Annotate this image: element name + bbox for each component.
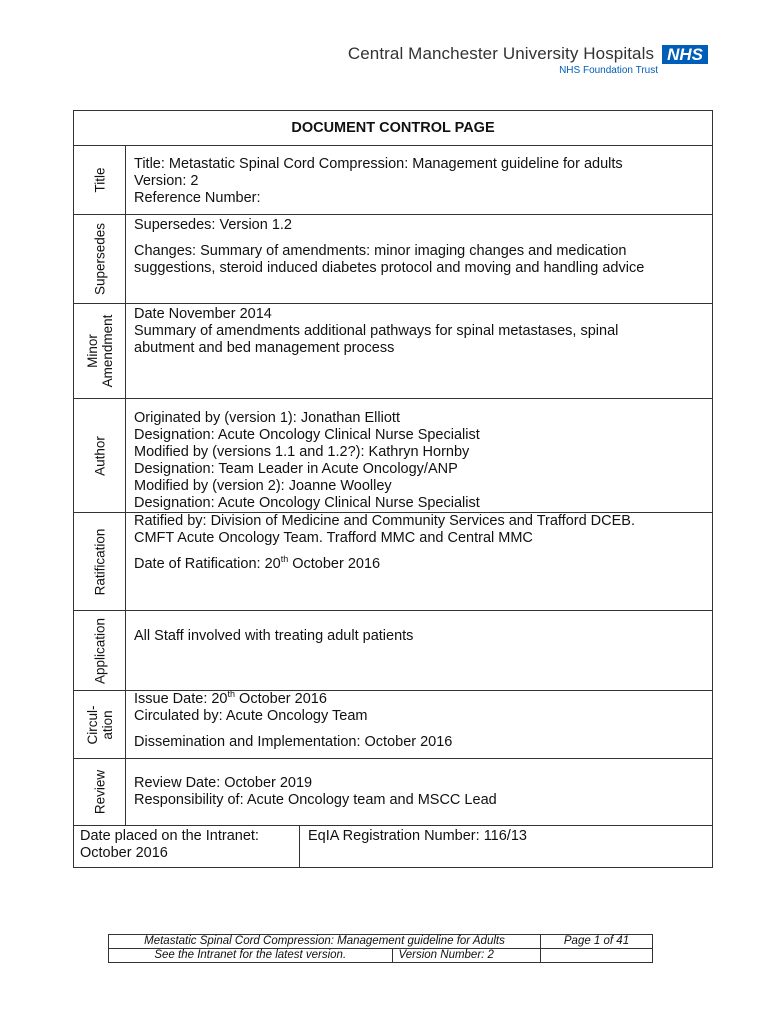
section-review-content: Review Date: October 2019 Responsibility of: Acute Oncology team and MSCC Lead [126, 759, 713, 826]
section-application-content: All Staff involved with treating adult patients [126, 611, 713, 691]
issue-date: Issue Date: 20th October 2016 [134, 689, 327, 707]
ratification-date: Date of Ratification: 20th October 2016 [134, 554, 381, 572]
trust-name: NHS Foundation Trust [559, 65, 658, 76]
eqia-registration-cell: EqIA Registration Number: 116/13 [300, 826, 713, 868]
nhs-logo: NHS [662, 45, 708, 64]
section-ratification-content: Ratified by: Division of Medicine and Community Services and Trafford DCEB. CMFT Acute Oncology Team. Trafford MMC and Central MMC Date of Ratification: 20th October 2016 [126, 513, 713, 611]
footer-bottom-row [109, 949, 541, 963]
section-label-minor-amendment: Minor Amendment [74, 304, 126, 399]
footer-doc-title: Metastatic Spinal Cord Compression: Management guideline for Adults [109, 935, 541, 949]
section-label-supersedes: Supersedes [74, 215, 126, 304]
intranet-date-cell: Date placed on the Intranet: October 2016 [74, 826, 300, 868]
document-control-table [73, 110, 713, 868]
section-label-author: Author [74, 399, 126, 513]
footer-version: Version Number: 2 [398, 949, 494, 961]
organisation-name: Central Manchester University Hospitals [347, 44, 655, 63]
section-minor-amendment-content: Date November 2014 Summary of amendments additional pathways for spinal metastases, spinal abutment and bed management process [126, 304, 713, 399]
section-label-application: Application [74, 611, 126, 691]
section-label-ratification: Ratification [74, 513, 126, 611]
page-header [348, 44, 708, 76]
footer-page-number: Page 1 of 41 [541, 935, 653, 949]
section-label-circulation: Circul- ation [74, 691, 126, 759]
section-circulation-content: Issue Date: 20th October 2016 Circulated by: Acute Oncology Team Dissemination and Implementation: October 2016 [126, 691, 713, 759]
section-author-content: Originated by (version 1): Jonathan Elliott Designation: Acute Oncology Clinical Nurse Specialist Modified by (versions 1.1 and 1.2?): Kathryn Hornby Designation: Team Leader in Acute Oncology/ANP Modified by (version 2): Joanne Woolley Designation: Acute Oncology Clinical Nurse Specialist [126, 399, 713, 513]
page-title: DOCUMENT CONTROL PAGE [74, 111, 713, 146]
section-label-review: Review [74, 759, 126, 826]
footer-intranet-note: See the Intranet for the latest version. [109, 949, 392, 962]
section-supersedes-content: Supersedes: Version 1.2 Changes: Summary of amendments: minor imaging changes and medication suggestions, steroid induced diabetes protocol and moving and handling advice [126, 215, 713, 304]
section-label-title: Title [74, 146, 126, 215]
footer-empty-cell [541, 949, 653, 963]
section-title-content: Title: Metastatic Spinal Cord Compression: Management guideline for adults Version: 2 Reference Number: [126, 146, 713, 215]
page-footer [108, 934, 653, 963]
